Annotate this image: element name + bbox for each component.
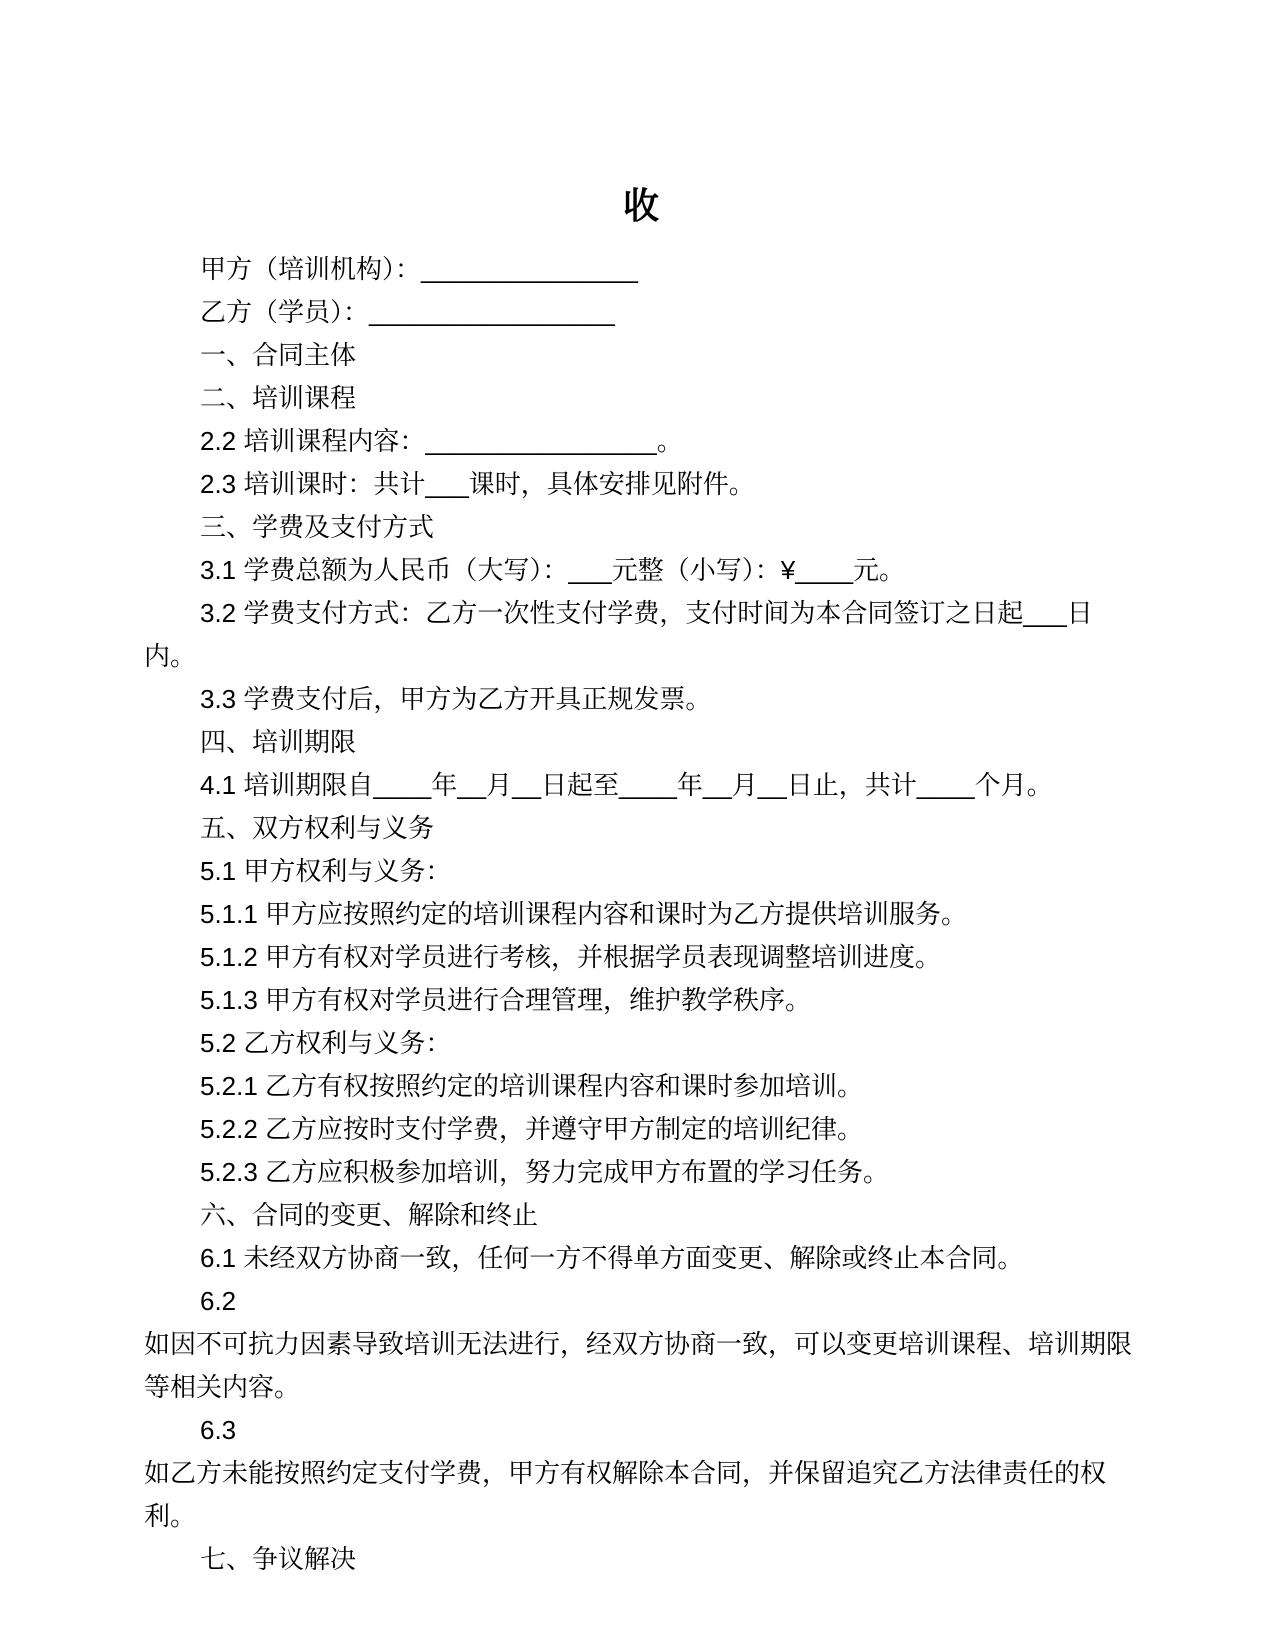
contract-line-section-1-heading: 一、合同主体 [200, 340, 357, 370]
contract-line-clause-3-2: 3.2 学费支付方式：乙方一次性支付学费，支付时间为本合同签订之日起___日内。 [144, 598, 1093, 671]
contract-line-clause-6-2-body: 如因不可抗力因素导致培训无法进行，经双方协商一致，可以变更培训课程、培训期限等相关内容。 [144, 1329, 1133, 1402]
contract-line-clause-3-1: 3.1 学费总额为人民币（大写）：___元整（小写）：¥____元。 [200, 555, 906, 585]
contract-line-clause-5-1-3: 5.1.3 甲方有权对学员进行合理管理，维护教学秩序。 [200, 985, 812, 1015]
contract-line-section-6-heading: 六、合同的变更、解除和终止 [200, 1200, 539, 1230]
contract-line-clause-5-1-1: 5.1.1 甲方应按照约定的培训课程内容和课时为乙方提供培训服务。 [200, 899, 968, 929]
contract-line-section-5-heading: 五、双方权利与义务 [200, 813, 435, 843]
contract-line-clause-6-3-number: 6.3 [200, 1415, 237, 1445]
contract-line-party-b: 乙方（学员）：_________________ [200, 297, 615, 327]
contract-line-clause-5-2-2: 5.2.2 乙方应按时支付学费，并遵守甲方制定的培训纪律。 [200, 1114, 864, 1144]
contract-line-clause-3-3: 3.3 学费支付后，甲方为乙方开具正规发票。 [200, 684, 712, 714]
contract-line-clause-4-1: 4.1 培训期限自____年__月__日起至____年__月__日止，共计____个月。 [200, 770, 1053, 800]
contract-line-clause-6-2-number: 6.2 [200, 1286, 237, 1316]
contract-line-section-7-heading: 七、争议解决 [200, 1544, 357, 1574]
contract-line-party-a: 甲方（培训机构）：_______________ [200, 254, 638, 284]
contract-line-clause-5-1-2: 5.1.2 甲方有权对学员进行考核，并根据学员表现调整培训进度。 [200, 942, 942, 972]
contract-line-section-3-heading: 三、学费及支付方式 [200, 512, 435, 542]
contract-line-clause-2-3: 2.3 培训课时：共计___课时，具体安排见附件。 [200, 469, 755, 499]
contract-line-clause-5-2: 5.2 乙方权利与义务： [200, 1028, 452, 1058]
contract-line-clause-5-2-1: 5.2.1 乙方有权按照约定的培训课程内容和课时参加培训。 [200, 1071, 864, 1101]
contract-line-clause-5-2-3: 5.2.3 乙方应积极参加培训，努力完成甲方布置的学习任务。 [200, 1157, 890, 1187]
contract-line-clause-6-1: 6.1 未经双方协商一致，任何一方不得单方面变更、解除或终止本合同。 [200, 1243, 1024, 1273]
contract-line-clause-2-2: 2.2 培训课程内容：________________。 [200, 426, 683, 456]
contract-line-section-2-heading: 二、培训课程 [200, 383, 357, 413]
document-title: 收 [622, 185, 660, 226]
contract-line-section-4-heading: 四、培训期限 [200, 727, 357, 757]
contract-line-clause-5-1: 5.1 甲方权利与义务： [200, 856, 452, 886]
contract-line-clause-6-3-body: 如乙方未能按照约定支付学费，甲方有权解除本合同，并保留追究乙方法律责任的权利。 [144, 1458, 1107, 1531]
